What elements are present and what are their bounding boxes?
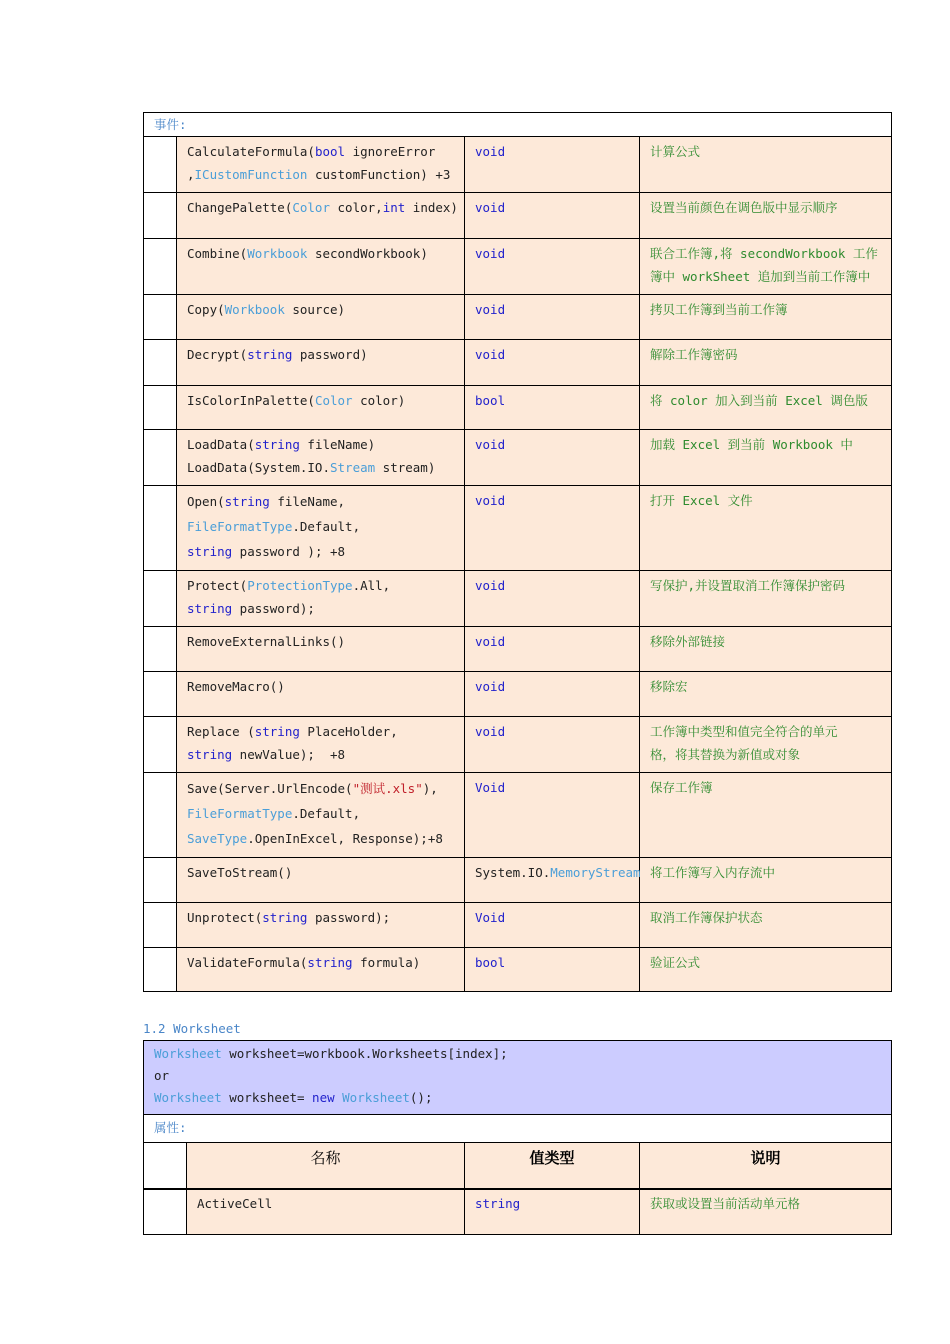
code-token: Worksheet [154,1046,222,1061]
row-blank-cell [144,571,177,627]
code-token: Worksheet [342,1090,410,1105]
code-token: FileFormatType [187,519,293,534]
description-cell [640,717,892,773]
code-token: Void [475,910,506,925]
code-line [187,242,454,265]
return-type-cell [465,137,640,193]
code-token: ValidateFormula( [187,955,308,970]
code-token: Open( [187,494,225,509]
code-token: or [154,1068,170,1083]
method-name-cell [177,137,465,193]
description-line: 移除外部链接 [650,634,726,649]
description-line: 打开 Excel 文件 [650,493,753,508]
code-token: customFunction) +3 [307,167,451,182]
method-name-cell [177,773,465,858]
table-row [144,672,892,717]
code-line [187,776,454,801]
table-row [144,430,892,486]
row-blank-cell [144,1189,187,1235]
table-row [144,903,892,948]
code-token: void [475,302,506,317]
code-token: FileFormatType [187,806,293,821]
method-name-cell [177,903,465,948]
description-cell [640,903,892,948]
code-token: RemoveExternalLinks() [187,634,346,649]
description-line: 将 color 加入到当前 Excel 调色版 [650,393,868,408]
code-token: index) [405,200,458,215]
method-name-cell [177,295,465,340]
code-token: PlaceHolder, [299,724,398,739]
header-type: 值类型 [465,1143,640,1189]
row-blank-cell [144,295,177,340]
code-token: Replace ( [187,724,255,739]
code-line [154,1065,881,1087]
description-cell [640,858,892,903]
code-line [187,826,454,851]
table-row [144,627,892,672]
worksheet-table [143,1040,892,1235]
table-row [144,571,892,627]
description-cell [640,193,892,239]
return-type-cell [465,948,640,992]
method-name-cell [177,193,465,239]
code-token: void [475,578,506,593]
return-type-cell [465,672,640,717]
return-type-cell [465,239,640,295]
code-line [187,597,454,620]
code-token: void [475,724,506,739]
code-token: new [312,1090,335,1105]
code-token: Combine( [187,246,248,261]
code-token: void [475,679,506,694]
row-blank-cell [144,903,177,948]
code-token: newValue); +8 [232,747,346,762]
code-line [187,196,458,219]
code-token: .All, [352,578,391,593]
return-type-cell [465,486,640,571]
code-token: string [254,724,300,739]
row-blank-cell [144,430,177,486]
method-name-cell [177,948,465,992]
code-token: string [187,544,233,559]
code-token: Color [314,393,353,408]
code-line [187,514,454,539]
worksheet-code-block [144,1041,892,1115]
code-token: formula) [352,955,421,970]
description-cell [640,430,892,486]
return-type-cell [465,340,640,386]
code-token: bool [314,144,346,159]
row-blank-cell [144,486,177,571]
code-token: IsColorInPalette( [187,393,315,408]
code-token: Worksheet [154,1090,222,1105]
code-token: ), [422,781,438,796]
code-token: System.IO. [475,865,551,880]
code-token: Workbook [224,302,285,317]
code-token: .OpenInExcel, Response);+8 [247,831,443,846]
property-desc-cell: 获取或设置当前活动单元格 [640,1189,892,1235]
header-desc: 说明 [640,1143,892,1189]
method-name-cell [177,486,465,571]
code-token: void [475,493,506,508]
code-line [187,630,454,653]
code-token: string [224,494,270,509]
method-name-cell [177,386,465,430]
return-type-cell [465,627,640,672]
row-blank-cell [144,239,177,295]
table-row [144,386,892,430]
description-line: 写保护,并设置取消工作簿保护密码 [650,578,846,593]
table-row [144,295,892,340]
header-name: 名称 [187,1143,465,1189]
row-blank-cell [144,340,177,386]
description-line: 工作簿中类型和值完全符合的单元 [650,724,838,739]
code-token: Protect( [187,578,248,593]
description-line: 联合工作簿,将 secondWorkbook 工作 [650,246,878,261]
description-line: 移除宏 [650,679,688,694]
return-type-cell [465,571,640,627]
code-token: void [475,634,506,649]
description-cell [640,137,892,193]
code-line [187,861,454,884]
table-row [144,717,892,773]
code-token: .Default, [292,806,361,821]
document-page [143,112,891,1235]
return-type-cell [465,858,640,903]
code-token: Stream [330,460,376,475]
row-blank-cell [144,193,177,239]
code-token: color, [330,200,383,215]
description-line: 计算公式 [650,144,701,159]
code-token: void [475,246,506,261]
code-token: void [475,437,506,452]
table-row [144,948,892,992]
code-line [154,1043,881,1065]
table-row [144,340,892,386]
code-token: .Default, [292,519,361,534]
code-token: SaveType [187,831,248,846]
method-name-cell [177,571,465,627]
code-line [187,140,454,163]
code-line [187,720,454,743]
code-token: secondWorkbook) [307,246,428,261]
return-type-cell [465,295,640,340]
description-cell [640,948,892,992]
description-cell [640,571,892,627]
method-name-cell [177,239,465,295]
code-line [154,1087,881,1109]
row-blank-cell [144,627,177,672]
code-token: string [247,347,293,362]
table-row [144,773,892,858]
code-token: RemoveMacro() [187,679,285,694]
events-table [143,112,892,992]
table-row [144,1189,892,1235]
description-cell [640,627,892,672]
table-row [144,239,892,295]
property-name-cell: ActiveCell [187,1189,465,1235]
code-token: password) [292,347,368,362]
code-token: worksheet= [221,1090,313,1105]
code-token: worksheet=workbook.Worksheets[index]; [221,1046,508,1061]
code-line [187,906,454,929]
code-token: Void [475,780,506,795]
code-token: string [262,910,308,925]
row-blank-cell [144,858,177,903]
code-token: ICustomFunction [194,167,308,182]
code-token: string [187,747,233,762]
code-token: Unprotect( [187,910,263,925]
code-token: ignoreError [345,144,436,159]
method-name-cell [177,717,465,773]
code-token: string [187,601,233,616]
code-token: Decrypt( [187,347,248,362]
description-line: 取消工作簿保护状态 [650,910,763,925]
return-type-cell [465,903,640,948]
property-type-cell: string [465,1189,640,1235]
description-line: 将工作簿写入内存流中 [650,865,776,880]
description-line: 验证公式 [650,955,701,970]
table-row [144,193,892,239]
description-cell [640,486,892,571]
description-line: 簿中 workSheet 追加到当前工作簿中 [650,269,871,284]
code-token: ChangePalette( [187,200,293,215]
code-token: void [475,144,506,159]
row-blank-cell [144,773,177,858]
table-row [144,137,892,193]
table-row [144,486,892,571]
code-line [187,433,454,456]
row-blank-cell [144,948,177,992]
code-token: CalculateFormula( [187,144,315,159]
return-type-cell [465,193,640,239]
code-token: stream) [375,460,436,475]
description-line: 格，将其替换为新值或对象 [650,747,801,762]
description-line: 拷贝工作簿到当前工作簿 [650,302,788,317]
events-label: 事件: [144,113,892,137]
code-line [187,456,454,479]
code-token: Save(Server.UrlEncode( [187,781,353,796]
header-blank-cell [144,1143,187,1189]
table-row [144,858,892,903]
code-line [187,163,454,186]
method-name-cell [177,672,465,717]
code-token: fileName, [269,494,346,509]
return-type-cell [465,717,640,773]
row-blank-cell [144,672,177,717]
properties-label: 属性: [144,1115,892,1143]
description-cell [640,239,892,295]
code-token: password); [232,601,315,616]
code-line [187,574,454,597]
description-cell [640,295,892,340]
code-token: string [307,955,353,970]
code-token: (); [409,1090,433,1105]
description-cell [640,672,892,717]
return-type-cell [465,386,640,430]
description-line: 解除工作簿密码 [650,347,738,362]
description-line: 加载 Excel 到当前 Workbook 中 [650,437,853,452]
description-line: 设置当前颜色在调色版中显示顺序 [650,200,838,215]
code-line [187,743,454,766]
code-line [187,951,454,974]
method-name-cell [177,627,465,672]
code-line [187,298,454,321]
code-token: int [382,200,406,215]
code-token: Color [292,200,330,215]
description-cell [640,340,892,386]
return-type-cell [465,430,640,486]
description-cell [640,773,892,858]
code-token: bool [475,393,506,408]
code-token: ProtectionType [247,578,353,593]
code-token: "测试.xls" [352,781,423,796]
row-blank-cell [144,717,177,773]
code-token: color) [352,393,406,408]
code-line [187,675,454,698]
code-line [187,801,454,826]
method-name-cell [177,430,465,486]
code-token: void [475,347,506,362]
description-cell [640,386,892,430]
code-token: LoadData(System.IO. [187,460,330,475]
code-token: Workbook [247,246,308,261]
code-token: bool [475,955,506,970]
code-token: SaveToStream() [187,865,293,880]
code-token: LoadData( [187,437,255,452]
code-token: password ); +8 [232,544,346,559]
code-token: string [254,437,300,452]
code-token: MemoryStream [550,865,641,880]
code-token: fileName) [299,437,376,452]
description-line: 保存工作簿 [650,780,713,795]
code-line [187,343,454,366]
code-line [187,389,454,412]
return-type-cell [465,773,640,858]
code-token: source) [284,302,346,317]
code-line [187,489,454,514]
row-blank-cell [144,386,177,430]
code-token: Copy( [187,302,225,317]
code-token: void [475,200,506,215]
code-token: password); [307,910,391,925]
method-name-cell [177,858,465,903]
method-name-cell [177,340,465,386]
section-title-worksheet: 1.2 Worksheet [143,1021,241,1036]
code-token: , [187,167,195,182]
row-blank-cell [144,137,177,193]
code-line [187,539,454,564]
